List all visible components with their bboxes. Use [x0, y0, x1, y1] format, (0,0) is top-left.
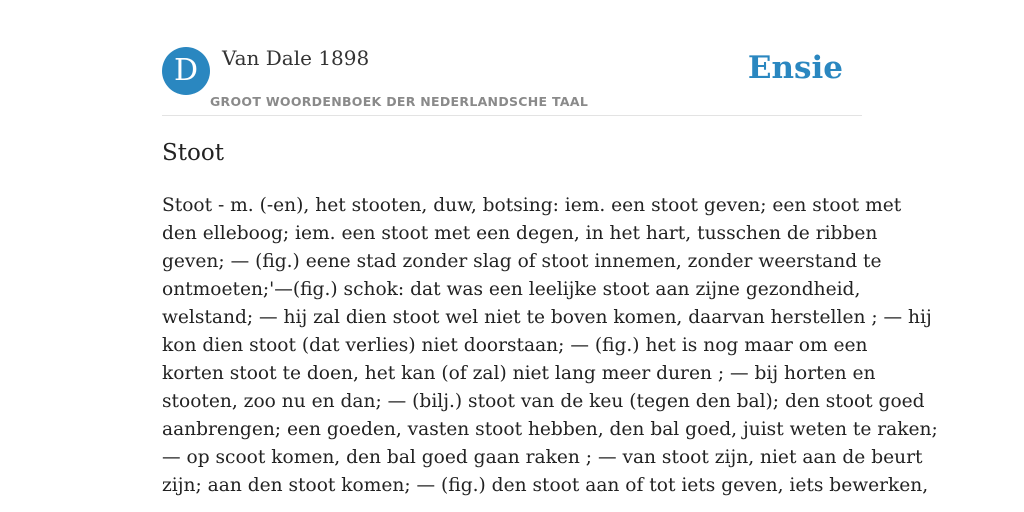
- definition-line: aanbrengen; een goeden, vasten stoot hebben, den bal goed, juist weten te raken;: [162, 419, 938, 440]
- definition-line: zijn; aan den stoot komen; — (fig.) den stoot aan of tot iets geven, iets bewerken,: [162, 475, 929, 496]
- definition-line: Stoot - m. (-en), het stooten, duw, botsing: iem. een stoot geven; een stoot met: [162, 195, 902, 216]
- definition-line: geven; — (fig.) eene stad zonder slag of stoot innemen, zonder weerstand te: [162, 251, 882, 272]
- ensie-logo-link[interactable]: Ensie: [747, 50, 843, 86]
- entry-definition: [162, 192, 938, 500]
- dictionary-header: [162, 46, 862, 116]
- dictionary-title[interactable]: Van Dale 1898: [222, 46, 370, 70]
- entry-title: Stoot: [162, 140, 224, 166]
- dictionary-subtitle: GROOT WOORDENBOEK DER NEDERLANDSCHE TAAL: [210, 94, 589, 109]
- definition-line: ontmoeten;'—(fig.) schok: dat was een leelijke stoot aan zijne gezondheid,: [162, 279, 861, 300]
- dictionary-logo-icon[interactable]: D: [162, 47, 210, 95]
- definition-line: welstand; — hij zal dien stoot wel niet te boven komen, daarvan herstellen ; — hij: [162, 307, 932, 328]
- definition-line: kon dien stoot (dat verlies) niet doorstaan; — (fig.) het is nog maar om een: [162, 335, 868, 356]
- definition-line: korten stoot te doen, het kan (of zal) niet lang meer duren ; — bij horten en: [162, 363, 876, 384]
- definition-line: stooten, zoo nu en dan; — (bilj.) stoot van de keu (tegen den bal); den stoot goed: [162, 391, 925, 412]
- definition-line: den elleboog; iem. een stoot met een degen, in het hart, tusschen de ribben: [162, 223, 878, 244]
- header-divider: [162, 115, 862, 116]
- definition-line: — op scoot komen, den bal goed gaan raken ; — van stoot zijn, niet aan de beurt: [162, 447, 923, 468]
